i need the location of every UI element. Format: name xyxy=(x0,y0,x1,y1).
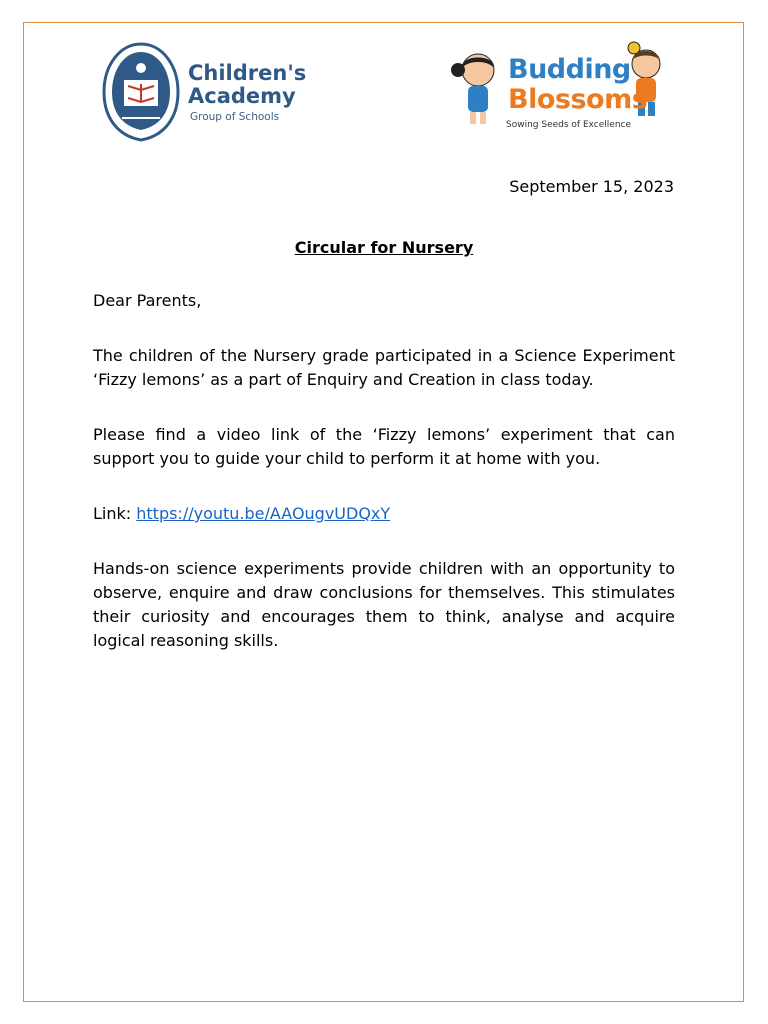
school-seal-icon xyxy=(100,40,182,144)
brand-line1: Budding xyxy=(508,54,631,85)
school-name xyxy=(188,62,306,108)
school-subtitle: Group of Schools xyxy=(190,111,280,123)
childrens-academy-logo xyxy=(100,40,330,145)
paragraph-2: Please find a video link of the ‘Fizzy lemons’ experiment that can support you to guide your child to perform it at home with you. xyxy=(93,425,675,468)
salutation: Dear Parents, xyxy=(93,291,202,310)
document-date: September 15, 2023 xyxy=(509,177,674,196)
link-label: Link: xyxy=(93,504,137,523)
paragraph-3: Hands-on science experiments provide children with an opportunity to observe, enquire and draw conclusions for themselves. This stimulates their curiosity and encourages them to think, analyse and acquire logical reasoning skills. xyxy=(93,559,675,650)
girl-mascot-icon xyxy=(448,48,508,128)
video-link[interactable]: https://youtu.be/AAOugvUDQxY xyxy=(136,504,391,523)
school-name-line1: Children's xyxy=(188,61,307,85)
link-line xyxy=(93,502,675,526)
document-title: Circular for Nursery xyxy=(294,238,474,257)
budding-blossoms-logo xyxy=(448,40,668,135)
paragraph-1: The children of the Nursery grade participated in a Science Experiment ‘Fizzy lemons’ as a part of Enquiry and Creation in class today. xyxy=(93,346,675,389)
brand-tagline: Sowing Seeds of Excellence xyxy=(506,120,632,130)
school-name-line2: Academy xyxy=(188,84,296,108)
brand-line2: Blossoms xyxy=(508,84,648,115)
